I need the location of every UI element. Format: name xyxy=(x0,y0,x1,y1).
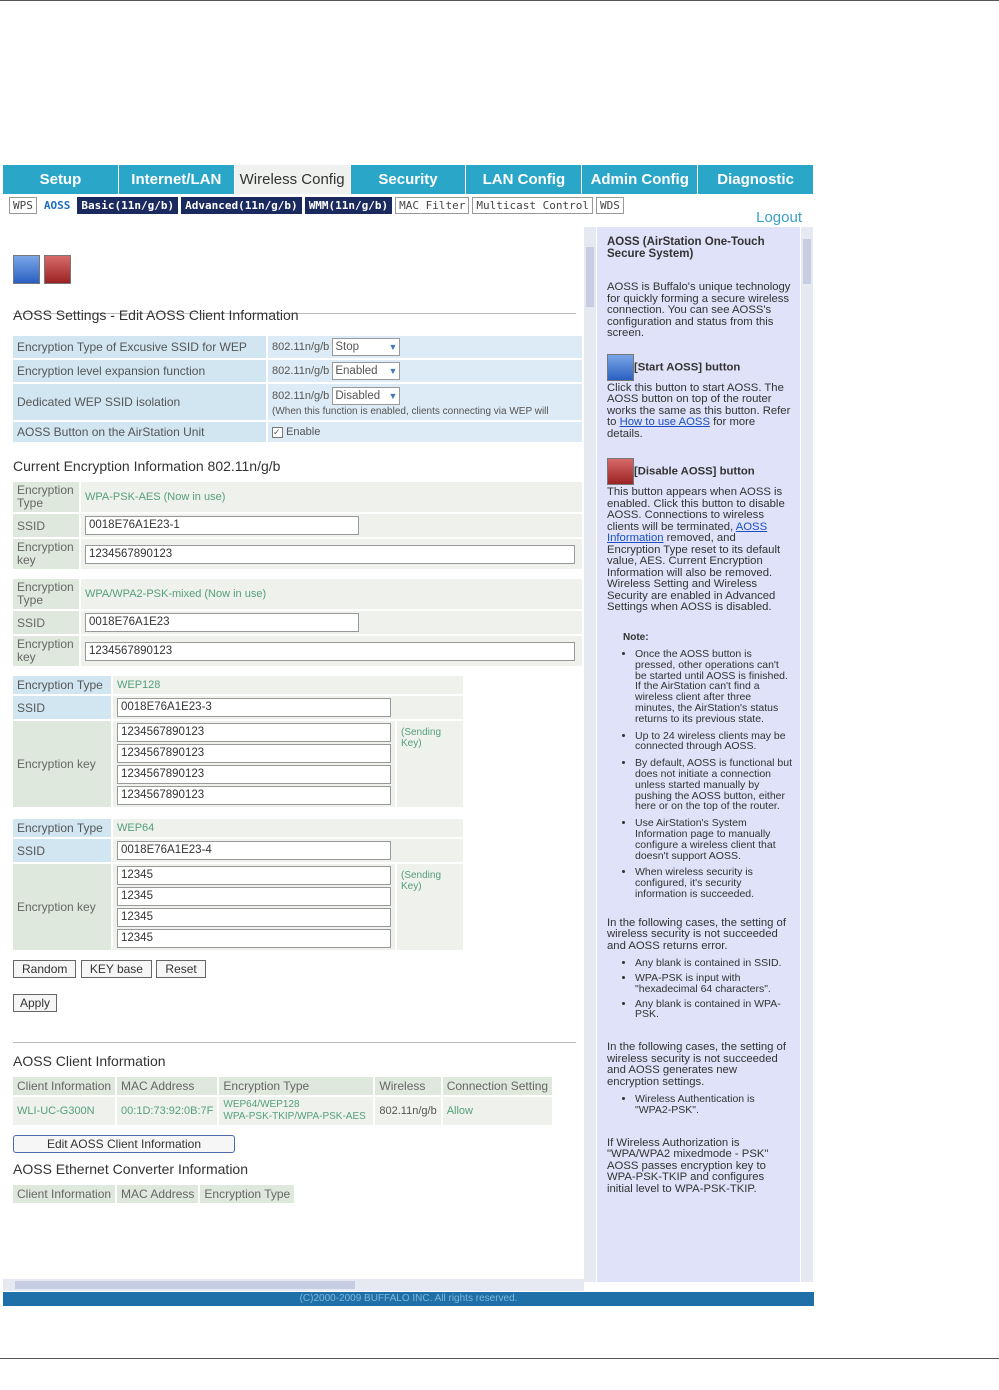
enc-type-value: WPA-PSK-AES (Now in use) xyxy=(81,482,582,512)
note-item: • By default, AOSS is functional but does not initiate a connection unless started manually by pushing the AOSS button, either here or on the top of the router. xyxy=(635,758,792,812)
note-title: Note: xyxy=(623,631,649,643)
select-value: Disabled xyxy=(335,390,381,402)
col-mac: MAC Address xyxy=(117,1185,198,1203)
setting-value xyxy=(268,384,582,420)
disable-aoss-heading xyxy=(607,458,792,485)
subtab-basic[interactable]: Basic(11n/g/b) xyxy=(77,197,178,214)
enc-row xyxy=(13,721,463,807)
isolation-note: (When this function is enabled, clients connecting via WEP will xyxy=(272,406,549,417)
enc-type-label: Encryption Type xyxy=(13,482,79,512)
tab-internet-lan[interactable]: Internet/LAN xyxy=(119,165,235,194)
main-tabs xyxy=(3,165,814,194)
enc-type-value: WEP64 xyxy=(113,819,463,837)
tab-admin-config[interactable]: Admin Config xyxy=(582,165,698,194)
col-connection: Connection Setting xyxy=(443,1077,552,1095)
sending-key-label: (Sending Key) xyxy=(397,864,463,950)
disable-aoss-icon xyxy=(607,458,634,485)
enc-row xyxy=(13,636,582,666)
key-field[interactable]: 1234567890123 xyxy=(85,642,575,661)
settings-title: AOSS Settings - Edit AOSS Client Information xyxy=(13,307,299,323)
logout-link[interactable]: Logout xyxy=(756,209,802,226)
eth-info-table xyxy=(11,1183,296,1205)
band-label: 802.11n/g/b xyxy=(272,341,330,353)
tab-security[interactable]: Security xyxy=(351,165,467,194)
key-label: Encryption key xyxy=(13,539,79,569)
ssid-field[interactable]: 0018E76A1E23-1 xyxy=(85,516,359,535)
apply-button[interactable]: Apply xyxy=(13,994,57,1012)
isolation-select[interactable] xyxy=(332,387,400,405)
note-item: • Up to 24 wireless clients may be connected through AOSS. xyxy=(635,731,792,753)
apply-row xyxy=(13,994,584,1012)
ssid-field[interactable]: 0018E76A1E23-4 xyxy=(117,841,391,860)
start-text: Click this button to start AOSS. The AOSS button on top of the router works the same as this button. Refer to xyxy=(607,381,791,428)
encryption-block-2 xyxy=(11,577,584,668)
table-header xyxy=(13,1077,552,1095)
wep-key-field[interactable]: 12345 xyxy=(117,929,391,948)
error-item: • Any blank is contained in SSID. xyxy=(635,958,792,969)
enable-checkbox[interactable]: ✓ xyxy=(272,427,283,438)
disable-aoss-icon[interactable] xyxy=(44,255,71,284)
setting-label: Encryption level expansion function xyxy=(13,360,266,382)
cell-mac: 00:1D:73:92:0B:7F xyxy=(117,1097,217,1125)
disable-title: [Disable AOSS] button xyxy=(634,465,755,478)
start-tail: for more details. xyxy=(607,416,756,440)
subtab-wmm[interactable]: WMM(11n/g/b) xyxy=(305,197,392,214)
enc-type-value: WEP128 xyxy=(113,676,463,694)
key-label: Encryption key xyxy=(13,721,111,807)
note-item: • Once the AOSS button is pressed, other operations can't be started until AOSS is finished. If the AirStation can't find a wireless client after three minutes, the AirStation's status returns to its previous state. xyxy=(635,649,792,725)
gen-item: • Wireless Authentication is "WPA2-PSK". xyxy=(635,1094,792,1116)
wep-block-2 xyxy=(11,817,465,952)
tab-lan-config[interactable]: LAN Config xyxy=(466,165,582,194)
help-panel xyxy=(597,227,800,1282)
disable-aoss-text xyxy=(607,487,792,614)
scroll-thumb[interactable] xyxy=(586,247,594,307)
col-wireless: Wireless xyxy=(375,1077,440,1095)
content-scrollbar[interactable] xyxy=(584,227,596,1282)
notes-list xyxy=(607,649,792,900)
edit-client-button[interactable]: Edit AOSS Client Information xyxy=(13,1135,235,1153)
enc-line: WPA-PSK-TKIP/WPA-PSK-AES xyxy=(223,1111,366,1122)
enc-row xyxy=(13,676,463,694)
reset-button[interactable]: Reset xyxy=(156,960,205,978)
ssid-cell xyxy=(81,611,582,634)
col-encryption: Encryption Type xyxy=(219,1077,373,1095)
scroll-thumb[interactable] xyxy=(15,1281,355,1289)
start-aoss-text xyxy=(607,383,792,441)
subtab-wds[interactable]: WDS xyxy=(596,197,624,214)
encryption-block-1 xyxy=(11,480,584,571)
wep-block-1 xyxy=(11,674,465,809)
enc-row xyxy=(13,482,582,512)
key-cell xyxy=(81,539,582,569)
col-client: Client Information xyxy=(13,1185,115,1203)
enc-row xyxy=(13,696,463,719)
cell-setting: Allow xyxy=(443,1097,552,1125)
gens-list xyxy=(607,1094,792,1116)
tab-diagnostic[interactable]: Diagnostic xyxy=(698,165,814,194)
aoss-information-link[interactable]: AOSS Information xyxy=(607,520,768,544)
table-row xyxy=(13,1097,552,1125)
key-label: Encryption key xyxy=(13,864,111,950)
chevron-down-icon: ▼ xyxy=(388,391,398,401)
enc-row xyxy=(13,839,463,862)
enc-type-value: WPA/WPA2-PSK-mixed (Now in use) xyxy=(81,579,582,609)
help-intro: AOSS is Buffalo's unique technology for quickly forming a secure wireless connection. You can see AOSS's configuration and status from this screen. xyxy=(607,281,791,339)
note-item: • Use AirStation's System Information page to manually configure a wireless client that doesn't support AOSS. xyxy=(635,818,792,861)
checkbox-label: Enable xyxy=(286,426,321,438)
wep-key-field[interactable]: 1234567890123 xyxy=(117,786,391,805)
settings-row xyxy=(13,422,582,442)
client-info-title: AOSS Client Information xyxy=(13,1053,166,1069)
enc-type-label: Encryption Type xyxy=(13,579,79,609)
disable-text-1: This button appears when AOSS is enabled. Click this button to disable AOSS. Connections to wireless clients will be terminated, xyxy=(607,486,785,533)
chevron-down-icon: ▼ xyxy=(388,342,398,352)
start-aoss-heading xyxy=(607,354,792,381)
copyright-footer: (C)2000-2009 BUFFALO INC. All rights reserved. xyxy=(3,1292,814,1306)
enc-row xyxy=(13,611,582,634)
wep-key-field[interactable]: 12345 xyxy=(117,887,391,906)
ssid-label: SSID xyxy=(13,696,111,719)
error-item: • WPA-PSK is input with "hexadecimal 64 characters". xyxy=(635,973,792,995)
gen-intro: In the following cases, the setting of wireless security is not succeeded and AOSS generates new encryption settings. xyxy=(607,1041,786,1088)
subtab-aoss[interactable]: AOSS xyxy=(40,197,75,214)
enc-line: WEP64/WEP128 xyxy=(223,1099,300,1110)
cell-client: WLI-UC-G300N xyxy=(13,1097,115,1125)
ssid-field[interactable]: 0018E76A1E23-3 xyxy=(117,698,391,717)
error-intro: In the following cases, the setting of wireless security is not succeeded and AOSS returns error. xyxy=(607,916,786,952)
subtab-wps[interactable]: WPS xyxy=(9,197,37,214)
setting-value xyxy=(268,336,582,358)
ssid-cell xyxy=(81,514,582,537)
start-aoss-icon[interactable] xyxy=(13,255,40,284)
key-buttons xyxy=(13,960,584,978)
key-base-button[interactable]: KEY base xyxy=(81,960,152,978)
settings-row xyxy=(13,384,582,420)
errors-list xyxy=(607,958,792,1020)
chevron-down-icon: ▼ xyxy=(388,366,398,376)
ssid-cell xyxy=(113,696,463,719)
tab-setup[interactable]: Setup xyxy=(3,165,119,194)
cell-wireless: 802.11n/g/b xyxy=(375,1097,440,1125)
client-info-table xyxy=(11,1075,554,1127)
error-item: • Any blank is contained in WPA-PSK. xyxy=(635,999,792,1021)
key-label: Encryption key xyxy=(13,636,79,666)
enc-row xyxy=(13,579,582,609)
settings-table xyxy=(11,334,584,444)
col-mac: MAC Address xyxy=(117,1077,217,1095)
enc-type-label: Encryption Type xyxy=(13,819,111,837)
scroll-thumb[interactable] xyxy=(803,239,811,284)
divider xyxy=(13,1042,576,1043)
eth-info-title: AOSS Ethernet Converter Information xyxy=(13,1161,248,1177)
wep-key-field[interactable]: 12345 xyxy=(117,866,391,885)
ssid-field[interactable]: 0018E76A1E23 xyxy=(85,613,359,632)
key-field[interactable]: 1234567890123 xyxy=(85,545,575,564)
wep-ssid-select[interactable] xyxy=(332,338,400,356)
router-admin-frame xyxy=(3,165,814,1305)
band-label: 802.11n/g/b xyxy=(272,390,330,402)
subtab-advanced[interactable]: Advanced(11n/g/b) xyxy=(181,197,302,214)
horizontal-scrollbar[interactable] xyxy=(3,1279,584,1291)
subtab-multicast[interactable]: Multicast Control xyxy=(472,197,593,214)
settings-row xyxy=(13,360,582,382)
wep-key-field[interactable]: 1234567890123 xyxy=(117,765,391,784)
disable-text-2: removed, and Encryption Type reset to its default value, AES. Current Encryption Information will also be removed. Wireless Setting and Wireless Security are enabled in Advanced Settings when AOSS is disabled. xyxy=(607,532,781,613)
setting-label: Encryption Type of Excusive SSID for WEP xyxy=(13,336,266,358)
enc-row xyxy=(13,539,582,569)
start-aoss-icon xyxy=(607,354,634,381)
keys-cell xyxy=(113,721,395,807)
bottom-rule xyxy=(0,1358,999,1359)
start-title: [Start AOSS] button xyxy=(634,360,741,373)
keys-cell xyxy=(113,864,395,950)
enc-type-label: Encryption Type xyxy=(13,676,111,694)
ssid-label: SSID xyxy=(13,839,111,862)
enc-row xyxy=(13,819,463,837)
table-header xyxy=(13,1185,294,1203)
tab-wireless-config[interactable]: Wireless Config xyxy=(235,165,351,194)
edit-row xyxy=(13,1135,584,1153)
select-value: Stop xyxy=(335,341,360,353)
main-content xyxy=(3,227,584,1237)
top-rule xyxy=(0,0,999,1)
ssid-label: SSID xyxy=(13,514,79,537)
how-to-aoss-link[interactable]: How to use AOSS xyxy=(619,416,710,428)
expansion-select[interactable] xyxy=(332,362,400,380)
help-title: AOSS (AirStation One-Touch Secure System) xyxy=(607,236,765,260)
sending-key-label: (Sending Key) xyxy=(397,721,463,807)
sub-tabs xyxy=(3,194,814,216)
wep-key-field[interactable]: 1234567890123 xyxy=(117,723,391,742)
setting-label: AOSS Button on the AirStation Unit xyxy=(13,422,266,442)
aoss-buttons xyxy=(13,227,584,307)
cell-encryption xyxy=(219,1097,373,1125)
random-button[interactable]: Random xyxy=(13,960,76,978)
wep-key-field[interactable]: 1234567890123 xyxy=(117,744,391,763)
note-item: • When wireless security is configured, it's security information is succeeded. xyxy=(635,867,792,899)
col-encryption: Encryption Type xyxy=(200,1185,294,1203)
ssid-label: SSID xyxy=(13,611,79,634)
col-client: Client Information xyxy=(13,1077,115,1095)
enc-row xyxy=(13,514,582,537)
setting-label: Dedicated WEP SSID isolation xyxy=(13,384,266,420)
select-value: Enabled xyxy=(335,365,378,377)
settings-row xyxy=(13,336,582,358)
wep-key-field[interactable]: 12345 xyxy=(117,908,391,927)
subtab-mac-filter[interactable]: MAC Filter xyxy=(395,197,469,214)
enc-row xyxy=(13,864,463,950)
setting-value xyxy=(268,422,582,442)
setting-value xyxy=(268,360,582,382)
current-encryption-title: Current Encryption Information 802.11n/g/b xyxy=(13,458,281,474)
key-cell xyxy=(81,636,582,666)
ssid-cell xyxy=(113,839,463,862)
band-label: 802.11n/g/b xyxy=(272,365,330,377)
help-final: If Wireless Authorization is "WPA/WPA2 mixedmode - PSK" AOSS passes encryption key to WPA-PSK-TKIP and configures initial level to WPA-PSK-TKIP. xyxy=(607,1136,769,1195)
help-scrollbar[interactable] xyxy=(801,227,813,1282)
